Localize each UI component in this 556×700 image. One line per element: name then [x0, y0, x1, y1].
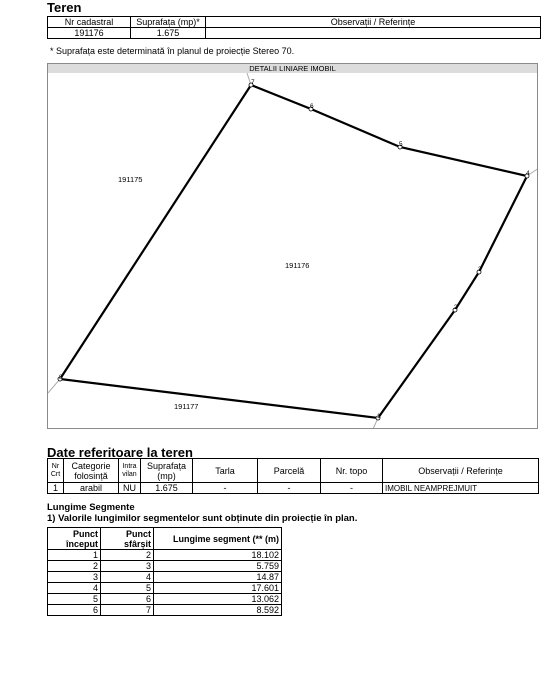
- point-label-8: 8: [59, 374, 63, 381]
- lungime-title: Lungime Segmente: [47, 502, 135, 513]
- point-label-7: 7: [251, 79, 255, 86]
- segment-end: 7: [101, 605, 154, 616]
- col-observatii-ref: Observații / Referințe: [383, 459, 539, 483]
- segment-end: 6: [101, 594, 154, 605]
- point-label-4: 4: [526, 170, 530, 177]
- cell-parcela: -: [258, 483, 321, 494]
- cell-tarla: -: [193, 483, 258, 494]
- col-tarla: Tarla: [193, 459, 258, 483]
- cell-suprafata: 1.675: [131, 28, 206, 39]
- cell-nr-crt: 1: [48, 483, 64, 494]
- parcel-label-bottom: 191177: [174, 402, 199, 411]
- segment-row: [48, 583, 282, 594]
- point-label-2: 2: [454, 304, 458, 311]
- segment-row: [48, 572, 282, 583]
- teren-table: [47, 16, 541, 39]
- col-nr-cadastral: Nr cadastral: [48, 17, 131, 28]
- col-nr-crt: Nr Crt: [48, 459, 64, 483]
- col-observatii: Observații / Referințe: [206, 17, 541, 28]
- cell-suprafata-mp: 1.675: [141, 483, 193, 494]
- segment-end: 4: [101, 572, 154, 583]
- segment-start: 2: [48, 561, 101, 572]
- segment-row: [48, 605, 282, 616]
- point-label-3: 3: [478, 266, 482, 273]
- map-frame: [47, 63, 538, 429]
- teren-title: Teren: [47, 0, 82, 15]
- segment-start: 1: [48, 550, 101, 561]
- parcel-map: [48, 73, 538, 429]
- parcel-label-main: 191176: [285, 261, 310, 270]
- map-header: DETALII LINIARE IMOBIL: [48, 64, 537, 73]
- segment-length: 17.601: [154, 583, 282, 594]
- cell-nr-cadastral: 191176: [48, 28, 131, 39]
- segment-length: 8.592: [154, 605, 282, 616]
- segment-row: [48, 550, 282, 561]
- teren-footnote: * Suprafața este determinată în planul de proiecție Stereo 70.: [50, 46, 295, 56]
- point-label-6: 6: [310, 103, 314, 110]
- segment-end: 5: [101, 583, 154, 594]
- col-punct-sfarsit: Punct sfârșit: [101, 528, 154, 550]
- col-punct-inceput: Punct început: [48, 528, 101, 550]
- col-categorie: Categorie folosință: [64, 459, 119, 483]
- cell-intravilan: NU: [119, 483, 141, 494]
- cell-observatii-ref: IMOBIL NEAMPREJMUIT: [383, 483, 539, 494]
- segment-length: 18.102: [154, 550, 282, 561]
- segment-row: [48, 594, 282, 605]
- cell-observatii: [206, 28, 541, 39]
- point-label-5: 5: [399, 141, 403, 148]
- col-parcela: Parcelă: [258, 459, 321, 483]
- segment-start: 6: [48, 605, 101, 616]
- lungime-table: [47, 527, 282, 616]
- segment-row: [48, 561, 282, 572]
- segment-start: 5: [48, 594, 101, 605]
- col-suprafata: Suprafața (mp)*: [131, 17, 206, 28]
- col-nr-topo: Nr. topo: [321, 459, 383, 483]
- parcel-label-left: 191175: [118, 175, 143, 184]
- date-title: Date referitoare la teren: [47, 445, 193, 460]
- parcel-boundary: [60, 85, 527, 418]
- segment-length: 14.87: [154, 572, 282, 583]
- point-label-1: 1: [377, 413, 381, 420]
- segment-length: 13.062: [154, 594, 282, 605]
- cell-categorie: arabil: [64, 483, 119, 494]
- segment-end: 2: [101, 550, 154, 561]
- segment-length: 5.759: [154, 561, 282, 572]
- segment-start: 4: [48, 583, 101, 594]
- cell-nr-topo: -: [321, 483, 383, 494]
- col-suprafata-mp: Suprafața (mp): [141, 459, 193, 483]
- segment-start: 3: [48, 572, 101, 583]
- col-lungime: Lungime segment (** (m): [154, 528, 282, 550]
- segment-end: 3: [101, 561, 154, 572]
- col-intravilan: Intra vilan: [119, 459, 141, 483]
- lungime-subtitle: 1) Valorile lungimilor segmentelor sunt obținute din proiecție în plan.: [47, 513, 358, 524]
- date-table: [47, 458, 539, 494]
- neighbor-line-left: [48, 379, 60, 393]
